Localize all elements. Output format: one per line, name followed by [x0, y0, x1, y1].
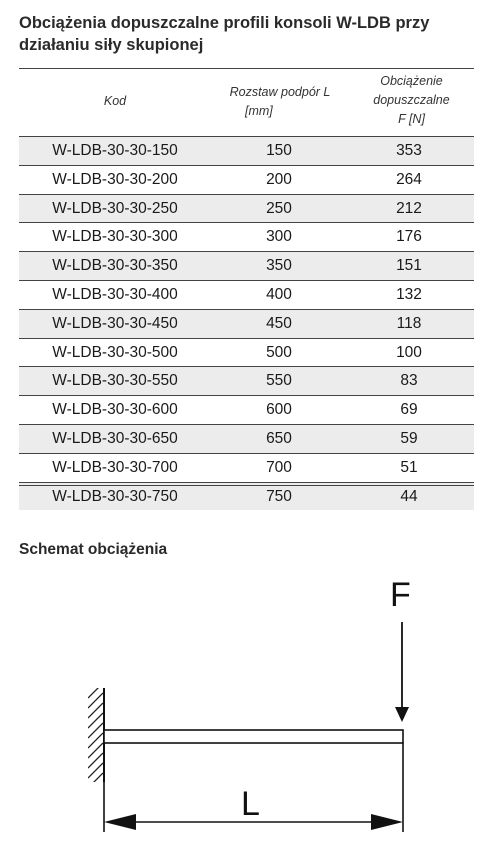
header-obciazenie-line3: F [N] — [398, 112, 425, 126]
load-table — [19, 69, 474, 510]
cell-obciazenie: 151 — [396, 257, 422, 275]
cell-rozstaw: 300 — [266, 228, 292, 246]
table-body — [19, 136, 474, 510]
cell-rozstaw: 500 — [266, 343, 292, 361]
header-rozstaw-line2: [mm] — [245, 104, 273, 118]
dimension-arrow-left — [104, 814, 136, 830]
cell-rozstaw: 250 — [266, 199, 292, 217]
cell-kod: W-LDB-30-30-350 — [52, 257, 178, 275]
cell-obciazenie: 212 — [396, 199, 422, 217]
cell-rozstaw: 450 — [266, 314, 292, 332]
cell-rozstaw: 350 — [266, 257, 292, 275]
cell-rozstaw: 150 — [266, 142, 292, 159]
cell-rozstaw: 400 — [266, 285, 292, 303]
cell-kod: W-LDB-30-30-250 — [52, 199, 178, 217]
cell-obciazenie: 44 — [400, 487, 418, 505]
force-label: F — [390, 576, 411, 614]
cell-obciazenie: 83 — [400, 372, 418, 390]
cell-rozstaw: 200 — [266, 170, 292, 188]
cell-kod: W-LDB-30-30-400 — [52, 285, 178, 303]
cell-obciazenie: 59 — [400, 429, 418, 447]
cell-kod: W-LDB-30-30-700 — [52, 458, 178, 476]
header-kod: Kod — [103, 94, 127, 108]
cell-rozstaw: 750 — [266, 487, 292, 505]
table-row — [19, 251, 474, 280]
wall-hatching — [88, 683, 103, 788]
length-label: L — [241, 785, 260, 823]
cell-obciazenie: 353 — [396, 142, 422, 159]
header-obciazenie — [349, 72, 474, 129]
table-row — [19, 366, 474, 395]
load-diagram — [0, 570, 494, 844]
table-row — [19, 136, 474, 165]
cell-kod: W-LDB-30-30-650 — [52, 429, 178, 447]
cell-obciazenie: 100 — [396, 343, 422, 361]
cell-obciazenie: 264 — [396, 170, 422, 188]
schemat-title: Schemat obciążenia — [19, 541, 168, 558]
cell-kod: W-LDB-30-30-300 — [52, 228, 178, 246]
table-row — [19, 424, 474, 453]
table-row — [19, 194, 474, 223]
cell-rozstaw: 600 — [266, 401, 292, 419]
cell-kod: W-LDB-30-30-500 — [52, 343, 178, 361]
table-row — [19, 165, 474, 194]
cell-kod: W-LDB-30-30-150 — [52, 142, 178, 159]
table-row — [19, 309, 474, 338]
table-row — [19, 395, 474, 424]
header-rozstaw — [211, 83, 349, 121]
cell-kod: W-LDB-30-30-450 — [52, 314, 178, 332]
table-bottom-rule — [19, 485, 474, 486]
header-obciazenie-line2: dopuszczalne — [373, 93, 450, 107]
cell-kod: W-LDB-30-30-750 — [52, 487, 178, 505]
table-row — [19, 280, 474, 309]
table-header — [19, 69, 474, 136]
cell-kod: W-LDB-30-30-550 — [52, 372, 178, 390]
dimension-arrow-right — [371, 814, 403, 830]
cell-obciazenie: 51 — [400, 458, 418, 476]
force-arrow-head — [395, 707, 409, 722]
cell-obciazenie: 132 — [396, 285, 422, 303]
cell-obciazenie: 176 — [396, 228, 422, 246]
cell-kod: W-LDB-30-30-200 — [52, 170, 178, 188]
table-row — [19, 453, 474, 482]
beam — [104, 730, 403, 743]
cell-rozstaw: 650 — [266, 429, 292, 447]
cell-rozstaw: 550 — [266, 372, 292, 390]
cell-kod: W-LDB-30-30-600 — [52, 401, 178, 419]
cell-obciazenie: 118 — [396, 314, 422, 332]
header-rozstaw-line1: Rozstaw podpór L — [229, 85, 331, 99]
cell-obciazenie: 69 — [400, 401, 418, 419]
table-row — [19, 222, 474, 251]
table-row — [19, 338, 474, 367]
cell-rozstaw: 700 — [266, 458, 292, 476]
page-title: Obciążenia dopuszczalne profili konsoli W-LDB przy działaniu siły skupionej — [19, 14, 430, 54]
header-obciazenie-line1: Obciążenie — [380, 74, 443, 88]
